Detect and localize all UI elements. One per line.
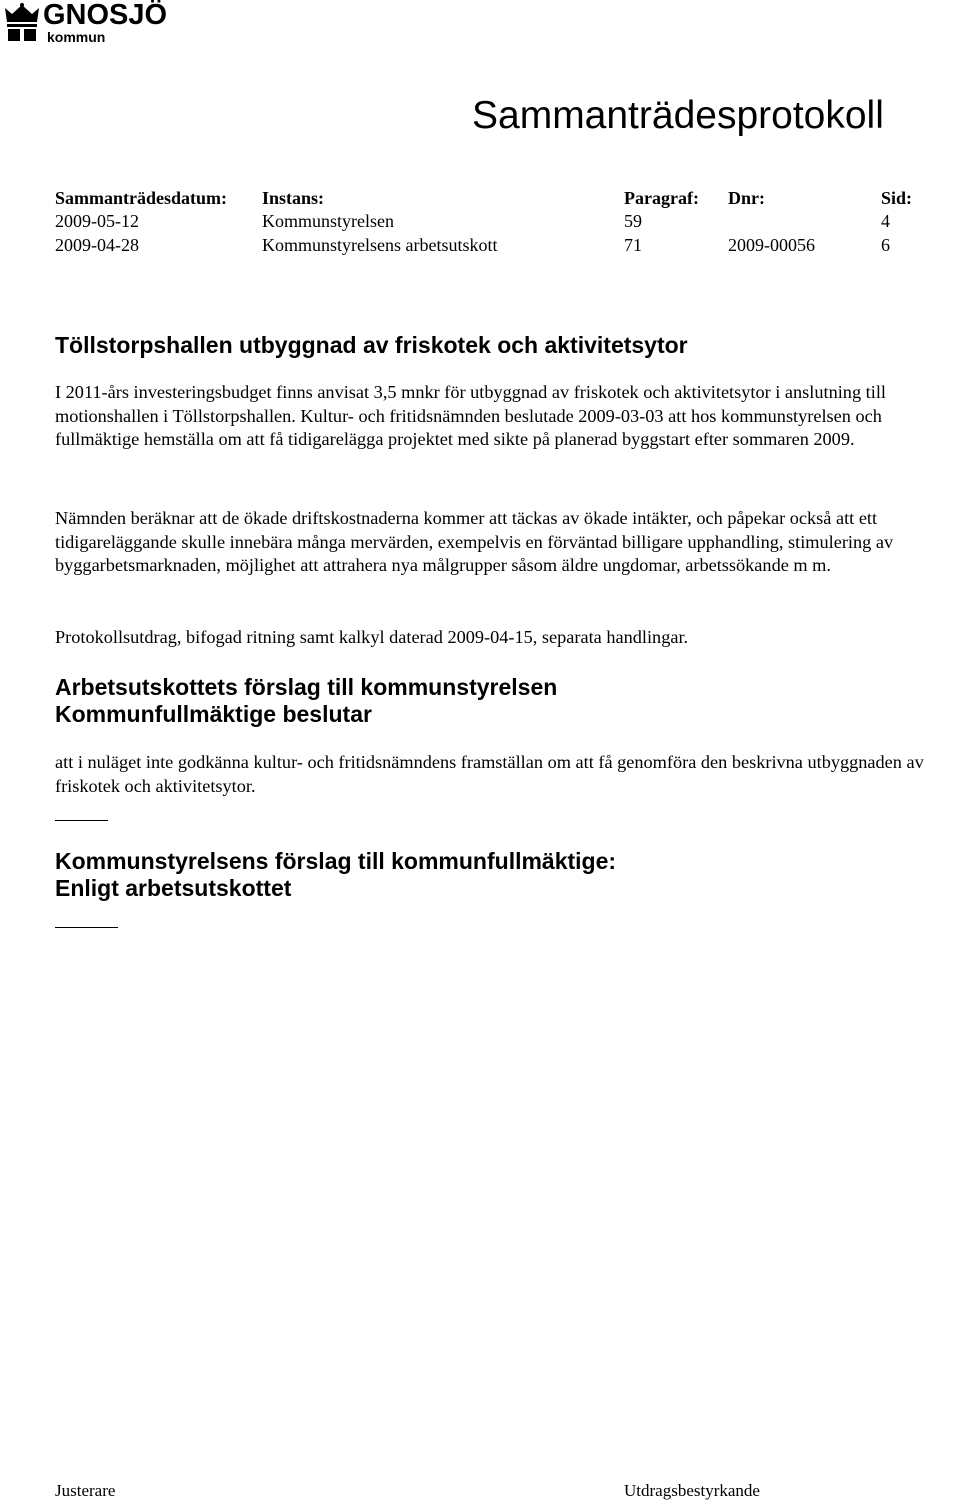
board-proposal-subheading: Enligt arbetsutskottet [55,875,292,901]
proposal-subheading: Kommunfullmäktige beslutar [55,701,372,727]
footer-adjuster: Justerare [55,1481,116,1500]
logo-subtitle: kommun [47,29,106,45]
document-title: Sammanträdesprotokoll [472,94,884,137]
proposal-text: att i nuläget inte godkänna kultur- och fritidsnämndens framställan om att få genomföra den beskrivna utbyggnaden av friskotek och aktivitetsytor. [55,752,924,796]
row-1-date: 2009-05-12 [55,211,139,231]
row-2-date: 2009-04-28 [55,235,139,255]
section-heading: Töllstorpshallen utbyggnad av friskotek och aktivitetsytor [55,332,688,358]
row-2-dnr: 2009-00056 [728,235,815,255]
crown-emblem-icon [2,2,42,46]
row-1-page: 4 [881,211,890,231]
label-body: Instans: [262,188,325,208]
separator-rule [55,820,108,821]
label-dnr: Dnr: [728,188,765,208]
paragraph-assessment: Nämnden beräknar att de ökade driftskostnaderna kommer att täckas av ökade intäkter, och påpekar också att ett tidigareläggande skulle innebära många mervärden, exempelvis en förväntad billigare upphandling, stimulering av byggarbetsmarknaden, möjlighet att attrahera nya målgrupper såsom äldre ungdomar, arbetssökande m m. [55,508,894,575]
paragraph-attachments: Protokollsutdrag, bifogad ritning samt kalkyl daterad 2009-04-15, separata handlingar. [55,627,689,647]
label-paragraph: Paragraf: [624,188,699,208]
row-2-page: 6 [881,235,890,255]
row-1-paragraph: 59 [624,211,642,231]
logo-wordmark: GNOSJÖ [43,0,168,31]
label-meeting-date: Sammanträdesdatum: [55,188,228,208]
label-page: Sid: [881,188,913,208]
row-1-body: Kommunstyrelsen [262,211,394,231]
proposal-heading: Arbetsutskottets förslag till kommunstyrelsen [55,674,558,700]
board-proposal-heading: Kommunstyrelsens förslag till kommunfullmäktige: [55,848,617,874]
municipality-logo [0,0,170,46]
row-2-body: Kommunstyrelsens arbetsutskott [262,235,498,255]
row-2-paragraph: 71 [624,235,642,255]
paragraph-background: I 2011-års investeringsbudget finns anvisat 3,5 mnkr för utbyggnad av friskotek och aktivitetsytor i anslutning till motionshallen i Töllstorpshallen. Kultur- och fritidsnämnden beslutade 2009-03-03 att hos kommunstyrelsen och fullmäktige hemställa om att få tidigarelägga projektet med sikte på planerad byggstart efter sommaren 2009. [55,382,886,449]
footer-extract-certification: Utdragsbestyrkande [624,1481,760,1500]
separator-rule [55,927,118,928]
